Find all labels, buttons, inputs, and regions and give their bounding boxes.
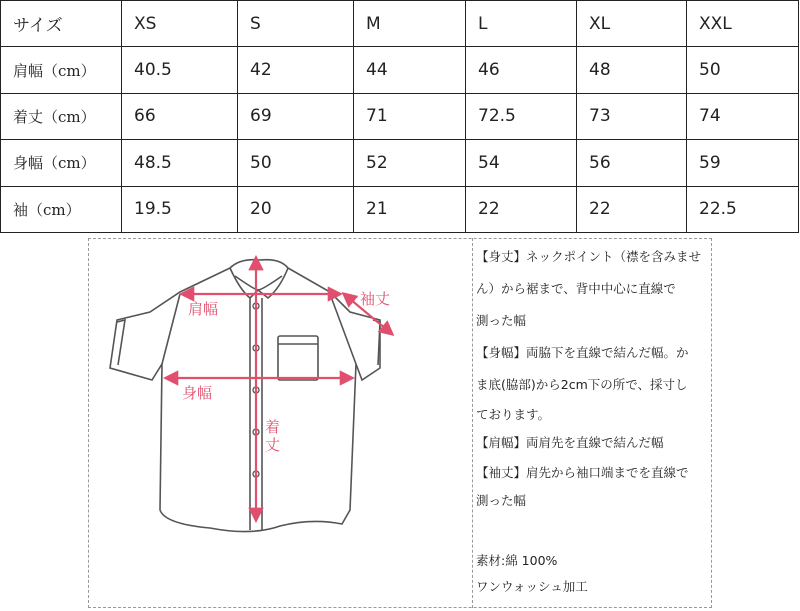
header-l: L	[466, 1, 577, 47]
shirt-outline	[110, 260, 380, 532]
table-cell: 52	[354, 140, 466, 186]
table-cell: 72.5	[466, 93, 577, 139]
header-xl: XL	[577, 1, 687, 47]
header-xs: XS	[122, 1, 238, 47]
panel-divider	[472, 238, 473, 608]
body-length-label-1: 着	[265, 418, 281, 436]
note-line: ん）から裾まで、背中中心に直線で	[476, 281, 676, 296]
header-xxl: XXL	[687, 1, 799, 47]
note-line: 素材:綿 100%	[476, 553, 558, 568]
table-cell: 40.5	[122, 47, 238, 93]
table-cell: 48.5	[122, 140, 238, 186]
table-cell: 22	[577, 186, 687, 232]
table-row	[1, 47, 799, 93]
size-table	[0, 0, 799, 233]
sleeve-length-label: 袖丈	[360, 290, 391, 308]
note-line: ワンウォッシュ加工	[476, 579, 588, 594]
table-row	[1, 140, 799, 186]
table-cell: 46	[466, 47, 577, 93]
table-cell: 22.5	[687, 186, 799, 232]
table-header-row	[1, 1, 799, 47]
table-cell: 54	[466, 140, 577, 186]
row-label: 着丈（cm）	[1, 93, 122, 139]
note-line: 【身幅】両脇下を直線で結んだ幅。か	[476, 345, 689, 360]
table-cell: 73	[577, 93, 687, 139]
note-line: 測った幅	[476, 493, 527, 508]
table-cell: 74	[687, 93, 799, 139]
chest-width-label: 身幅	[182, 384, 213, 402]
table-cell: 50	[687, 47, 799, 93]
table-cell: 44	[354, 47, 466, 93]
row-label: 身幅（cm）	[1, 140, 122, 186]
header-m: M	[354, 1, 466, 47]
table-cell: 19.5	[122, 186, 238, 232]
row-label: 袖（cm）	[1, 186, 122, 232]
table-row	[1, 93, 799, 139]
header-s: S	[238, 1, 354, 47]
shoulder-width-label: 肩幅	[188, 300, 219, 318]
note-line: ま底(脇部)から2cm下の所で、採寸し	[476, 377, 688, 392]
table-row	[1, 186, 799, 232]
note-line: 【袖丈】肩先から袖口端までを直線で	[476, 465, 689, 480]
table-cell: 66	[122, 93, 238, 139]
shirt-diagram	[90, 240, 470, 606]
table-cell: 21	[354, 186, 466, 232]
table-cell: 48	[577, 47, 687, 93]
note-line: ております。	[476, 407, 551, 422]
table-cell: 20	[238, 186, 354, 232]
note-line: 【肩幅】両肩先を直線で結んだ幅	[476, 435, 664, 450]
table-cell: 42	[238, 47, 354, 93]
note-line: 測った幅	[476, 313, 527, 328]
table-cell: 50	[238, 140, 354, 186]
header-size-label: サイズ	[1, 1, 122, 47]
table-cell: 71	[354, 93, 466, 139]
note-line: 【身丈】ネックポイント（襟を含みませ	[476, 249, 702, 264]
row-label: 肩幅（cm）	[1, 47, 122, 93]
body-length-label-2: 丈	[265, 436, 281, 454]
table-cell: 59	[687, 140, 799, 186]
table-cell: 69	[238, 93, 354, 139]
table-cell: 56	[577, 140, 687, 186]
table-cell: 22	[466, 186, 577, 232]
